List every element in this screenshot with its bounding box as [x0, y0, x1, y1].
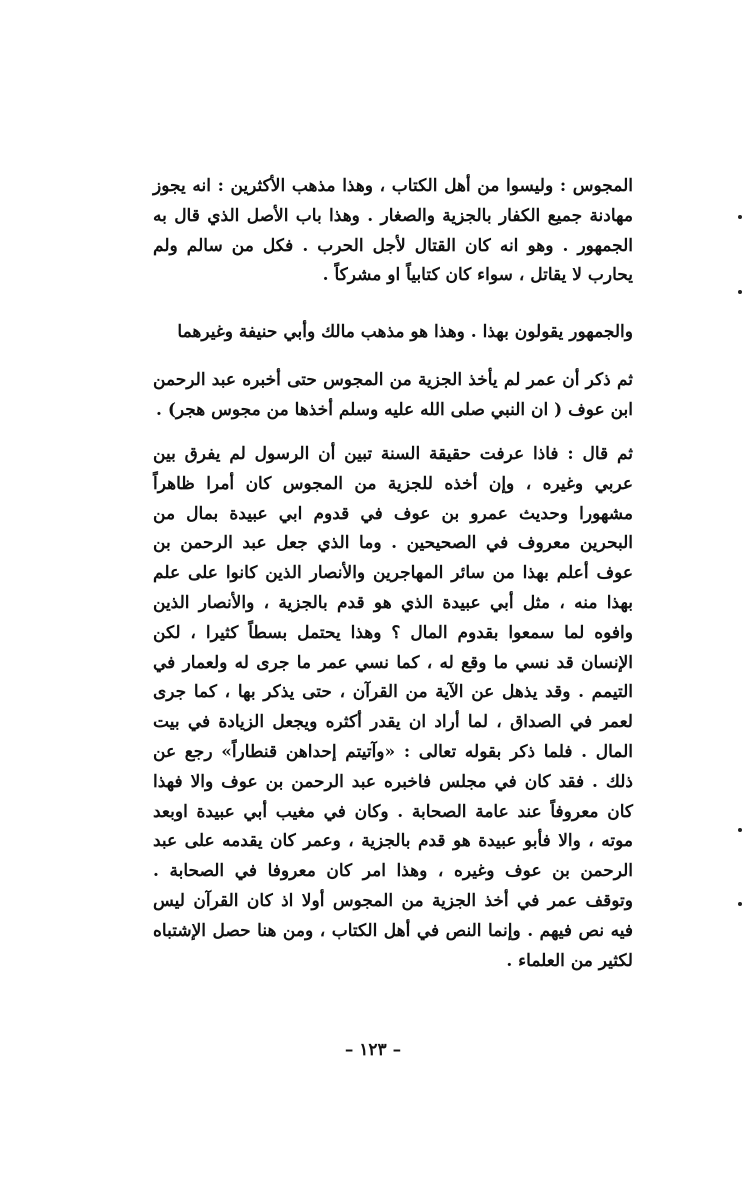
paragraph-1: المجوس : وليسوا من أهل الكتاب ، وهذا مذهب الأكثرين : انه يجوز مهادنة جميع الكفار بالجزية والصغار . وهذا باب الأصل الذي قال به الجمهور . وهو انه كان القتال لأجل الحرب . فكل من سالم ولم يحارب لا يقاتل ، سواء كان كتابياً او مشركاً .: [153, 176, 633, 286]
margin-mark: [738, 902, 742, 906]
paragraph-2: والجمهور يقولون بهذا . وهذا هو مذهب مالك وأبي حنيفة وغيرهما: [177, 322, 633, 342]
page-number: – ١٢٣ –: [344, 1040, 402, 1060]
paragraph-3: ثم ذكر أن عمر لم يأخذ الجزية من المجوس حتى أخبره عبد الرحمن ابن عوف ( ان النبي صلى الله عليه وسلم أخذها من مجوس هجر) .: [153, 370, 633, 420]
margin-mark: [738, 215, 742, 219]
margin-mark: [738, 828, 742, 832]
margin-mark: [738, 290, 742, 294]
paragraph-4: ثم قال : فاذا عرفت حقيقة السنة تبين أن الرسول لم يفرق بين عربي وغيره ، وإن أخذه للجزية من المجوس كان أمرا ظاهراً مشهورا وحديث عمرو بن عوف في قدوم ابي عبيدة بمال من البحرين معروف في الصحيحين . وما الذي جعل عبد الرحمن بن عوف أعلم بهذا من سائر المهاجرين والأنصار الذين كانوا على علم بهذا منه ، مثل أبي عبيدة الذي هو قدم بالجزية ، والأنصار الذين وافوه لما سمعوا بقدوم المال ؟ وهذا يحتمل بسطاً كثيرا ، لكن الإنسان قد نسي ما وقع له ، كما نسي عمر ما جرى له ولعمار في التيمم . وقد يذهل عن الآية من القرآن ، حتى يذكر بها ، كما جرى لعمر في الصداق ، لما أراد ان يقدر أكثره ويجعل الزيادة في بيت المال . فلما ذكر بقوله تعالى : «وآتيتم إحداهن قنطاراً» رجع عن ذلك . فقد كان في مجلس فاخبره عبد الرحمن بن عوف والا فهذا كان معروفاً عند عامة الصحابة . وكان في مغيب أبي عبيدة اوبعد موته ، والا فأبو عبيدة هو قدم بالجزية ، وعمر كان يقدمه على عبد الرحمن بن عوف وغيره ، وهذا امر كان معروفا في الصحابة . وتوقف عمر في أخذ الجزية من المجوس أولا اذ كان القرآن ليس فيه نص فيهم . وإنما النص في أهل الكتاب ، ومن هنا حصل الإشتباه لكثير من العلماء .: [153, 444, 633, 971]
